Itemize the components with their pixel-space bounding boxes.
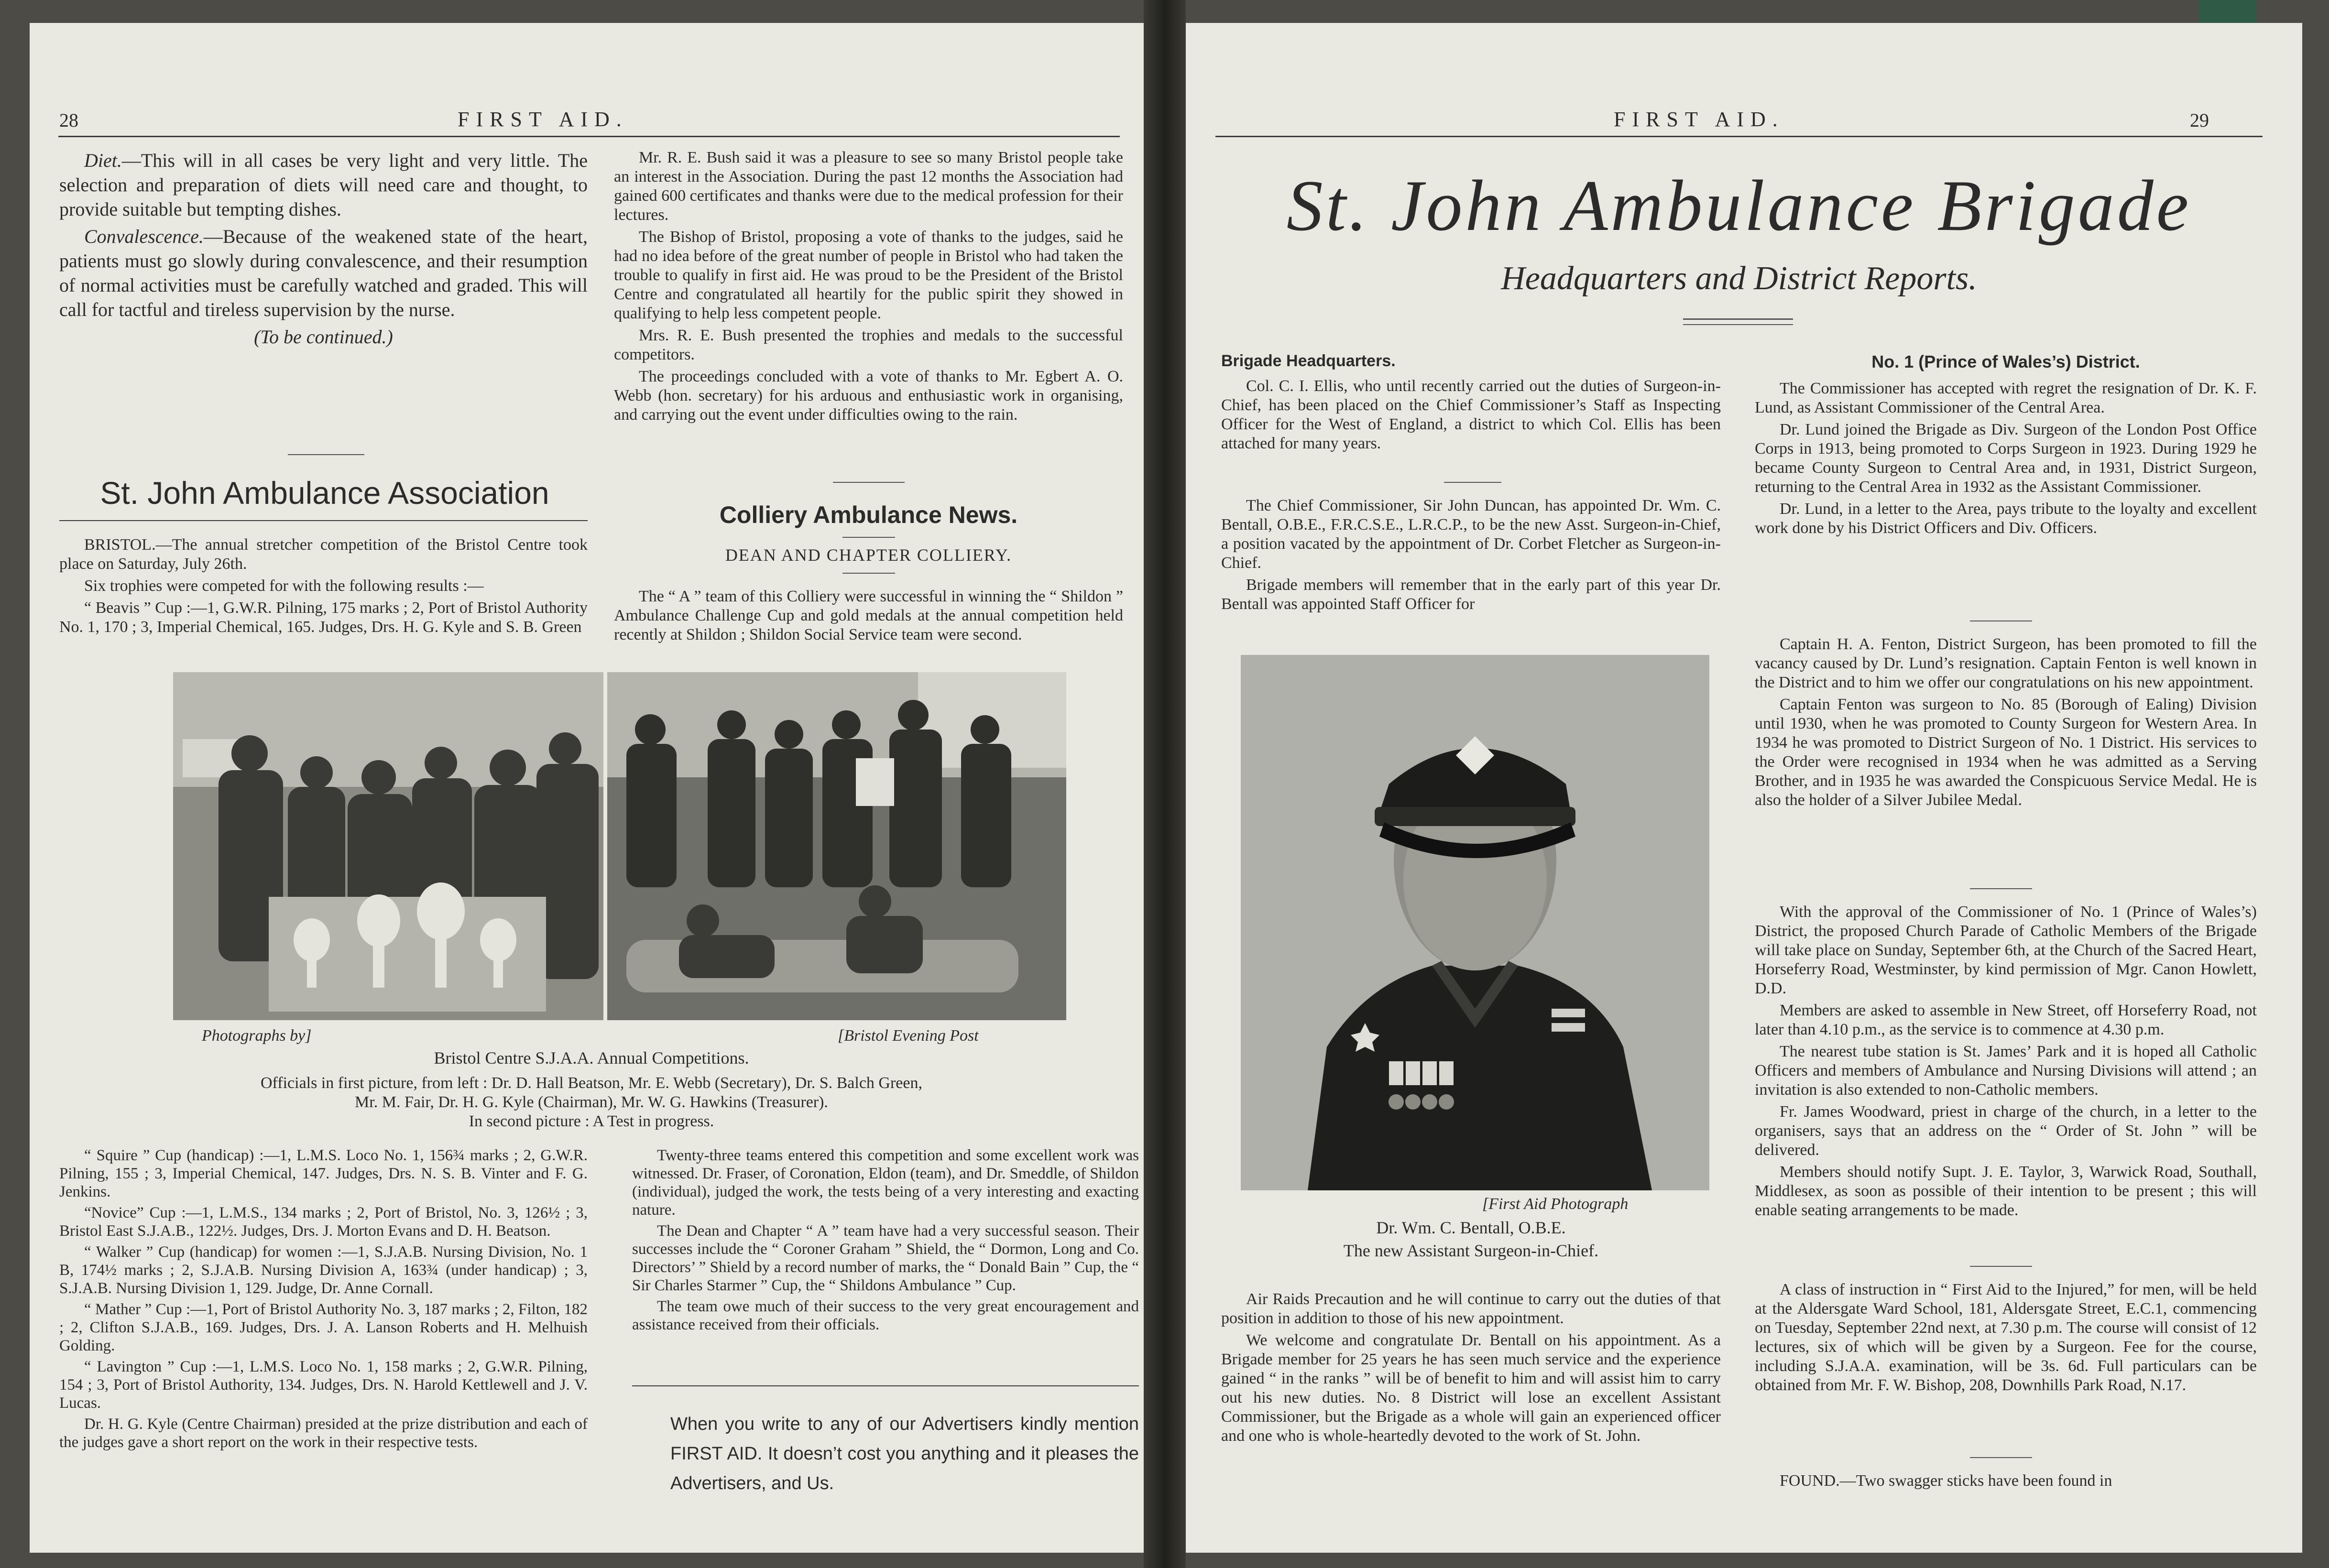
report-para: Mrs. R. E. Bush presented the trophies and medals to the successful competitors.: [614, 327, 1123, 363]
district-heading: No. 1 (Prince of Wales’s) District.: [1871, 352, 2140, 371]
district-para: Members should notify Supt. J. E. Taylor, 3, Warwick Road, Southall, Middlesex, as soon as possible of their intention to be present ; this will enable seating arrangements to be made.: [1755, 1163, 2257, 1219]
page-number: 29: [2190, 109, 2209, 131]
hq-report-1: [1221, 377, 1721, 456]
season-para: Twenty-three teams entered this competition and some excellent work was witnessed. Dr. Fraser, of Coronation, Eldon (team), and Dr. Smeddle, of Shildon (individual), judged the work, the tests being of a very interesting and exacting nature.: [632, 1147, 1139, 1219]
found-notice: [1755, 1471, 2257, 1493]
results-para: “ Mather ” Cup :—1, Port of Bristol Authority No. 3, 187 marks ; 2, Filton, 182 ; 2, Clifton S.J.A.B., 169. Judges, Drs. J. A. Lanson Roberts and H. Melhuish Golding.: [59, 1301, 588, 1354]
hq-para: The Chief Commissioner, Sir John Duncan, has appointed Dr. Wm. C. Bentall, O.B.E., F.R.C.S.E., L.R.C.P., to be the new Asst. Surgeon-in-Chief, a position vacated by the appointment of Dr. Corbet Fletcher as Surgeon-in-Chief.: [1221, 497, 1721, 572]
report-para: The proceedings concluded with a vote of thanks to Mr. Egbert A. O. Webb (hon. secretary) for his arduous and enthusiastic work in organising, and carrying out the event under difficulties owing to the rain.: [614, 368, 1123, 424]
association-para: “ Beavis ” Cup :—1, G.W.R. Pilning, 175 marks ; 2, Port of Bristol Authority No. 1, 170 ; 3, Imperial Chemical, 165. Judges, Drs. H. G. Kyle and S. B. Green: [59, 599, 588, 636]
district-para: Captain H. A. Fenton, District Surgeon, has been promoted to fill the vacancy caused by Dr. Lund’s resignation. Captain Fenton is well known in the District and to him we offer our congratulations on his new appointment.: [1755, 635, 2257, 691]
district-para: With the approval of the Commissioner of No. 1 (Prince of Wales’s) District, the proposed Church Parade of Catholic Members of the Brigade will take place on Sunday, September 6th, at the Church of the Sacred Heart, Horseferry Road, Westminster, by kind permission of Mgr. Canon Howlett, D.D.: [1755, 903, 2257, 997]
district-block-promotion: [1755, 635, 2257, 813]
results-para: “Novice” Cup :—1, L.M.S., 134 marks ; 2, Port of Bristol, No. 3, 126½ ; 3, Bristol East S.J.A.B., 122½. Judges, Drs. J. Morton Evans and D. H. Beatson.: [59, 1204, 588, 1240]
trophy-photo: [173, 672, 603, 1020]
advert-rule: [632, 1385, 1139, 1386]
colliery-subheading: DEAN AND CHAPTER COLLIERY.: [725, 545, 1012, 565]
report-para: Mr. R. E. Bush said it was a pleasure to see so many Bristol people take an interest in the Association. During the past 12 months the Association had gained 600 certificates and thanks were due to the medical profession for their lectures.: [614, 149, 1123, 224]
bentall-portrait: [1241, 655, 1709, 1190]
portrait-role: The new Assistant Surgeon-in-Chief.: [1343, 1241, 1599, 1260]
page-number: 28: [59, 109, 78, 131]
hq-heading: Brigade Headquarters.: [1221, 352, 1396, 370]
hq-para: Brigade members will remember that in the early part of this year Dr. Bentall was appointed Staff Officer for: [1221, 576, 1721, 613]
brigade-subtitle: Headquarters and District Reports.: [1501, 260, 1977, 297]
section-divider: [842, 537, 895, 538]
colliery-heading: Colliery Ambulance News.: [719, 501, 1018, 528]
cup-results: [59, 1146, 588, 1454]
section-divider: [288, 454, 364, 455]
hq-report-3: [1221, 1290, 1721, 1448]
left-page: [30, 23, 1144, 1553]
colliery-season-report: [632, 1146, 1139, 1337]
brigade-title: St. John Ambulance Brigade: [1286, 165, 2192, 246]
title-divider: [1683, 318, 1793, 320]
diet-paragraph: Diet.—This will in all cases be very light and very little. The selection and preparation of diets will need care and thought, to provide suitable but tempting dishes.: [59, 150, 588, 220]
nursing-column: [59, 148, 588, 352]
report-para: The Bishop of Bristol, proposing a vote of thanks to the judges, said he had no idea before of the great number of people in Bristol who had taken the trouble to qualify in first aid. He was proud to be the President of the Bristol Centre and congratulated all heartily for the public spirit they showed in qualifying to help less competent people.: [614, 228, 1123, 322]
continued-note: (To be continued.): [254, 326, 393, 348]
district-para: The nearest tube station is St. James’ Park and it is hoped all Catholic Officers and members of Ambulance and Nursing Divisions will attend ; an invitation is also extended to non-Catholic members.: [1755, 1043, 2257, 1099]
district-para: A class of instruction in “ First Aid to the Injured,” for men, will be held at the Aldersgate Ward School, 181, Aldersgate Street, E.C.1, commencing on Tuesday, September 22nd next, at 7.30 p.m. The course will consist of 12 lectures, six of which will be given by a Surgeon. Fee for the course, including S.J.A.A. examination, will be 3s. 6d. Full particulars can be obtained from Mr. F. W. Bishop, 208, Downhills Park Road, N.17.: [1755, 1281, 2257, 1394]
section-divider: [842, 573, 895, 574]
book-cover-edge: [2199, 0, 2257, 23]
season-para: The Dean and Chapter “ A ” team have had a very successful season. Their successes include the “ Coroner Graham ” Shield, the “ Dormon, Long and Co. Directors’ ” Shield by a record number of marks, the “ Donald Bain ” Cup, the “ Sir Charles Starmer ” Cup, the “ Shildons Ambulance ” Cup.: [632, 1222, 1139, 1294]
district-para: Dr. Lund, in a letter to the Area, pays tribute to the loyalty and excellent work done by his District Officers and Div. Officers.: [1755, 500, 2257, 537]
bush-report: [614, 148, 1123, 427]
district-para: Fr. James Woodward, priest in charge of the church, in a letter to the organisers, says that an address on the “ Order of St. John ” will be delivered.: [1755, 1103, 2257, 1159]
test-in-progress-photo: [607, 672, 1066, 1020]
photo-caption-line: In second picture : A Test in progress.: [469, 1112, 714, 1130]
association-para: Six trophies were competed for with the following results :—: [84, 577, 484, 595]
district-para: The Commissioner has accepted with regret the resignation of Dr. K. F. Lund, as Assistant Commissioner of the Central Area.: [1755, 380, 2257, 416]
results-para: Dr. H. G. Kyle (Centre Chairman) presided at the prize distribution and each of the judges gave a short report on the work in their respective tests.: [59, 1416, 588, 1451]
hq-para: Col. C. I. Ellis, who until recently carried out the duties of Surgeon-in-Chief, has been placed on the Chief Commissioner’s Staff as Inspecting Officer for the West of England, a district to which Col. Ellis has been attached for many years.: [1221, 377, 1721, 452]
district-para: Members are asked to assemble in New Street, off Horseferry Road, not later than 4.10 p.m., as the service is to commence at 4.30 p.m.: [1755, 1002, 2257, 1038]
right-page: [1186, 23, 2302, 1553]
hq-report-2: [1221, 496, 1721, 617]
photo-credit: Photographs by]: [202, 1027, 312, 1045]
heading-rule: [59, 520, 588, 521]
district-para: Captain Fenton was surgeon to No. 85 (Borough of Ealing) Division until 1930, when he was promoted to County Surgeon for Western Area. In 1934 he was promoted to District Surgeon of No. 1 District. His services to the Order were recognised in 1934 when he was admitted as a Serving Brother, and in 1935 he was awarded the Conspicuous Service Medal. He is also the holder of a Silver Jubilee Medal.: [1755, 696, 2257, 809]
colliery-report: [614, 587, 1123, 647]
section-divider: [1970, 1266, 2032, 1267]
photo-caption-line: Mr. M. Fair, Dr. H. G. Kyle (Chairman), Mr. W. G. Hawkins (Treasurer).: [355, 1093, 828, 1111]
header-rule: [58, 136, 1120, 137]
advertisers-notice: When you write to any of our Advertisers kindly mention FIRST AID. It doesn’t cost you anything and it pleases the Advertisers, and Us.: [670, 1414, 1139, 1493]
district-block-church-parade: [1755, 903, 2257, 1223]
results-para: “ Walker ” Cup (handicap) for women :—1, S.J.A.B. Nursing Division, No. 1 B, 174½ marks ; 2, S.J.A.B. Nursing Division A, 163¾ (under handicap) ; 3, S.J.A.B. Nursing Division 1, 129. Judge, Dr. Anne Cornall.: [59, 1243, 588, 1297]
colliery-para: The “ A ” team of this Colliery were successful in winning the “ Shildon ” Ambulance Challenge Cup and gold medals at the annual competition held recently at Shildon ; Shildon Social Service team were second.: [614, 588, 1123, 643]
section-divider: [1444, 482, 1501, 483]
association-para: BRISTOL.—The annual stretcher competition of the Bristol Centre took place on Saturday, July 26th.: [59, 536, 588, 573]
results-para: “ Lavington ” Cup :—1, L.M.S. Loco No. 1, 158 marks ; 2, G.W.R. Pilning, 154 ; 3, Port of Bristol Authority, 134. Judges, Drs. N. Harold Kettlewell and J. V. Lucas.: [59, 1358, 588, 1412]
convalescence-paragraph: Convalescence.—Because of the weakened state of the heart, patients must go slowly during convalescence, and their resumption of normal activities must be carefully watched and graded. This will call for tactful and tireless supervision by the nurse.: [59, 226, 588, 320]
photo-caption-line: Officials in first picture, from left : Dr. D. Hall Beatson, Mr. E. Webb (Secretary), Dr. S. Balch Green,: [261, 1074, 922, 1092]
section-divider: [833, 482, 905, 483]
section-divider: [1970, 1457, 2032, 1458]
season-para: The team owe much of their success to the very great encouragement and assistance received from their officials.: [632, 1298, 1139, 1333]
association-heading: St. John Ambulance Association: [100, 475, 549, 511]
photo-credit-source: [Bristol Evening Post: [838, 1027, 979, 1045]
title-divider: [1683, 324, 1793, 325]
hq-para: Air Raids Precaution and he will continue to carry out the duties of that position in addition to those of his new appointment.: [1221, 1290, 1721, 1327]
portrait-credit: [First Aid Photograph: [1482, 1195, 1629, 1213]
section-divider: [1970, 888, 2032, 889]
running-head: FIRST AID.: [458, 108, 628, 131]
district-block-resignation: [1755, 379, 2257, 541]
header-rule: [1215, 136, 2263, 137]
found-para: FOUND.—Two swagger sticks have been found in: [1780, 1472, 2112, 1490]
photo-caption-title: Bristol Centre S.J.A.A. Annual Competitions.: [434, 1048, 749, 1067]
association-report: [59, 535, 588, 640]
hq-para: We welcome and congratulate Dr. Bentall on his appointment. As a Brigade member for 25 years he has seen much service and the experience gained “ in the ranks ” will be of benefit to him and will assist him to carry out his new duties. No. 8 District will lose an excellent Assistant Commissioner, but the Brigade as a whole will gain an experienced officer and one who is whole-heartedly devoted to the work of St. John.: [1221, 1331, 1721, 1445]
portrait-name: Dr. Wm. C. Bentall, O.B.E.: [1376, 1218, 1566, 1237]
results-para: “ Squire ” Cup (handicap) :—1, L.M.S. Loco No. 1, 156¾ marks ; 2, G.W.R. Pilning, 155 ; 3, Imperial Chemical, 147. Judges, Drs. N. S. B. Vinter and F. G. Jenkins.: [59, 1147, 588, 1200]
running-head: FIRST AID.: [1614, 108, 1784, 131]
book-spine: [1144, 0, 1186, 1568]
district-para: Dr. Lund joined the Brigade as Div. Surgeon of the London Post Office Corps in 1913, being promoted to Corps Surgeon in 1923. During 1929 he became County Surgeon to Central Area and, in 1931, District Surgeon, returning to the Central Area in 1932 as the Assistant Commissioner.: [1755, 421, 2257, 496]
district-block-class: [1755, 1280, 2257, 1398]
